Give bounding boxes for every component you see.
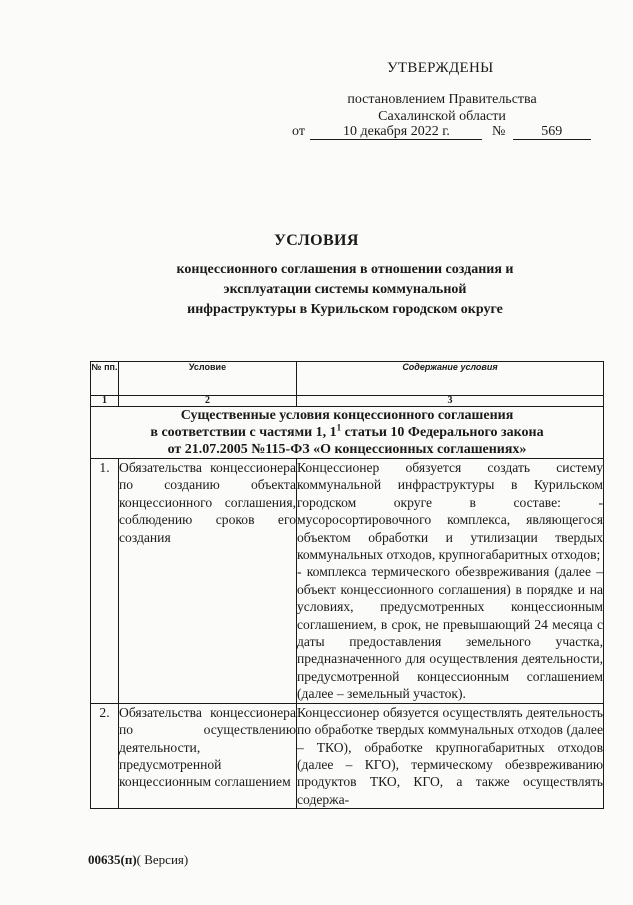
from-label: от — [292, 124, 305, 139]
decree-line — [292, 124, 591, 140]
row-content — [297, 459, 604, 704]
table-row — [91, 703, 604, 808]
row-content-paragraph: Концессионер обязуется осуществлять деятельность по обработке твердых коммунальных отходов (далее – ТКО), обработке крупногабаритных отходов (далее – КГО), термическому обезвреживанию продуктов ТКО, КГО, а также осуществлять содержа- — [297, 704, 603, 807]
header-no: № пп. — [91, 362, 119, 396]
column-number: 1 — [91, 396, 119, 407]
row-content-paragraph: Концессионер обязуется создать систему коммунальной инфраструктуры в Курильском городском округе в составе: - мусоросортировочного комплекса, являющегося объектом обработки и утилизации твердых коммунальных отходов, крупногабаритных отходов; — [297, 460, 603, 563]
section-heading-row — [91, 407, 604, 459]
row-content — [297, 703, 604, 808]
row-number: 2. — [91, 703, 119, 808]
row-number: 1. — [91, 459, 119, 704]
column-number-row — [91, 396, 604, 407]
approval-title: УТВЕРЖДЕНЫ — [387, 60, 494, 76]
table-header-row — [91, 362, 604, 396]
document-subtitle — [150, 260, 540, 320]
section-line2: в соответствии с частями 1, $1^1$ статьи 10 Федерального закона — [150, 422, 544, 440]
subtitle-line1: концессионного соглашения в отношении создания и — [176, 262, 514, 277]
column-number: 2 — [119, 396, 297, 407]
row-condition: Обязательства концессионера по осуществлению деятельности, предусмотренной концессионным соглашением — [119, 703, 297, 808]
subtitle-line2: эксплуатации системы коммунальной — [223, 282, 467, 297]
decree-date: 10 декабря 2022 г. — [310, 125, 482, 140]
section-line3: от 21.07.2005 №115-ФЗ «О концессионных соглашениях» — [167, 442, 527, 457]
section-line1: Существенные условия концессионного соглашения — [180, 408, 514, 423]
column-number: 3 — [297, 396, 604, 407]
approval-issuer-line1: постановлением Правительства — [347, 92, 537, 107]
section-heading — [91, 407, 604, 459]
table-row — [91, 459, 604, 704]
document-title: УСЛОВИЯ — [274, 232, 359, 249]
header-content: Содержание условия — [297, 362, 604, 396]
number-label: № — [491, 124, 506, 139]
approval-issuer-line2: Сахалинской области — [378, 109, 506, 124]
subtitle-line3: инфраструктуры в Курильском городском округе — [187, 302, 503, 317]
approval-issuer — [340, 91, 544, 125]
decree-number: 569 — [513, 125, 591, 140]
conditions-table — [90, 361, 604, 809]
footer-document-code: 00635(п)( Версия) — [88, 852, 189, 867]
row-content-paragraph: - комплекса термического обезвреживания (далее – объект концессионного соглашения) в порядке и на условиях, предусмотренных концессионным соглашением, в срок, не превышающий 24 месяца с даты предоставления земельного участка, предназначенного для осуществления деятельности, предусмотренной концессионным соглашением (далее – земельный участок). — [297, 564, 603, 702]
header-condition: Условие — [119, 362, 297, 396]
row-condition: Обязательства концессионера по созданию объекта концессионного соглашения, соблюдению сроков его создания — [119, 459, 297, 704]
